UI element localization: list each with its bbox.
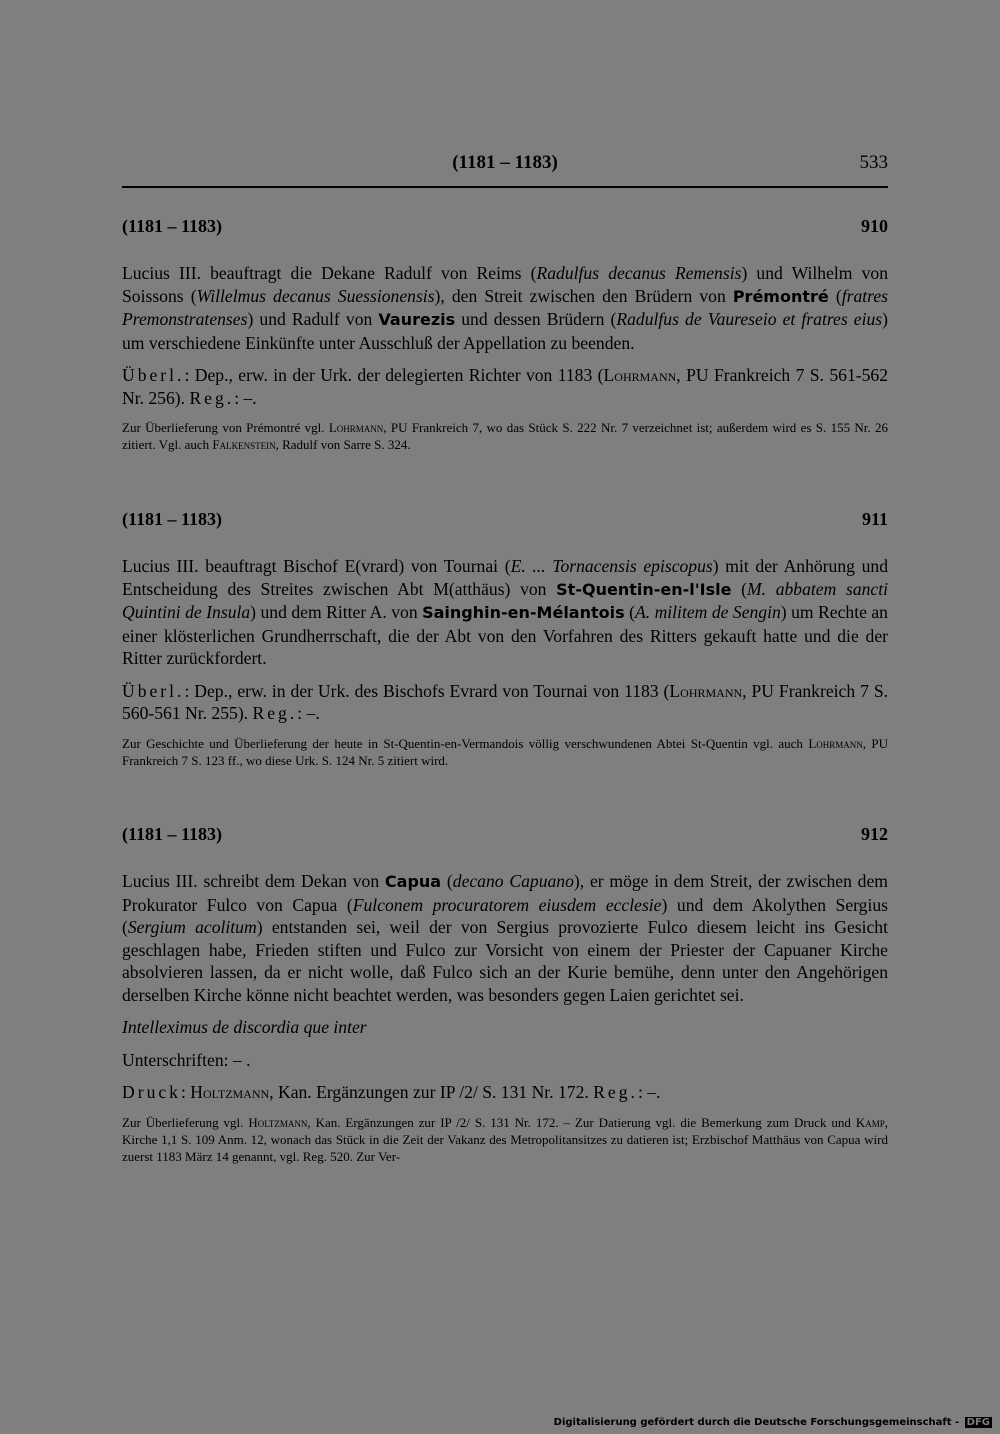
text: ) um Rechte an einer klösterlichen Grundherrschaft, die der Abt von den Vorfahren des Ritters gekauft hatte und die der Ritter zurückfordert.	[122, 602, 888, 668]
place-name: Prémontré	[732, 286, 829, 306]
entry-ueberlieferung	[122, 364, 888, 409]
text: ), den Streit zwischen den Brüdern von	[434, 285, 733, 306]
author-name: Falkenstein	[212, 437, 276, 452]
text: :	[180, 1082, 191, 1102]
entry-summary	[122, 870, 888, 1006]
text: : Dep., erw. in der Urk. der delegierten Richter von 1183 (	[184, 365, 604, 385]
incipit	[122, 1016, 888, 1039]
text: Lucius III. beauftragt die Dekane Radulf von Reims (	[122, 263, 537, 283]
entry-date: (1181 – 1183)	[122, 509, 223, 529]
author-name: Lohrmann	[808, 735, 863, 751]
text: , PU Frankreich 7 S. 123 ff., wo diese Urk. S. 124 Nr. 5 zitiert wird.	[122, 735, 888, 768]
entry-912	[122, 824, 888, 1165]
latin-term: Fulconem procuratorem eiusdem ecclesie	[352, 894, 662, 915]
latin-term: decano Capuano	[452, 871, 574, 891]
entry-number: 910	[861, 216, 888, 236]
running-head	[122, 152, 888, 180]
text: Zur Überlieferung vgl.	[122, 1114, 249, 1130]
text: ) um verschiedene Einkünfte unter Ausschluß der Appellation zu beenden.	[122, 309, 888, 353]
text: (	[731, 578, 747, 599]
author-name: Kamp	[855, 1114, 885, 1130]
entry-date: (1181 – 1183)	[122, 216, 223, 236]
entry-ueberlieferung	[122, 680, 888, 725]
latin-term: A. militem de Sengin	[634, 602, 781, 622]
text: , PU Frankreich 7 S. 560-561 Nr. 255).	[122, 680, 888, 723]
text: (	[441, 871, 453, 891]
text: Lucius III. schreibt dem Dekan von	[122, 871, 385, 891]
text: : –.	[297, 703, 320, 723]
author-name: Lohrmann	[603, 365, 677, 385]
text: , Kan. Ergänzungen zur IP /2/ S. 131 Nr. 172.	[269, 1082, 594, 1102]
spaced-label: Überl.	[122, 680, 185, 701]
text: ), er möge in dem Streit, der zwischen dem Prokurator Fulco von Capua (	[122, 871, 888, 915]
latin-term: Radulfus de Vaureseio et fratres eius	[616, 309, 883, 329]
entry-head	[122, 824, 888, 852]
author-name: Lohrmann	[669, 680, 743, 701]
text: , PU Frankreich 7 S. 561-562 Nr. 256).	[122, 365, 888, 408]
text: Lucius III. beauftragt Bischof E(vrard) von Tournai (	[122, 556, 511, 576]
text: : –.	[234, 387, 257, 408]
entry-number: 912	[861, 824, 888, 844]
place-name: Sainghin-en-Mélantois	[422, 603, 625, 622]
place-name: Capua	[384, 872, 442, 891]
text: , Kan. Ergänzungen zur IP /2/ S. 131 Nr. 172. – Zur Datierung vgl. die Bemerkung zum Druck und	[307, 1114, 856, 1130]
page-number: 533	[859, 152, 888, 173]
spaced-label: Reg.	[593, 1082, 638, 1102]
entry-summary	[122, 262, 888, 354]
spaced-label: Druck	[122, 1082, 181, 1102]
text: ) und Wilhelm von Soissons (	[122, 263, 888, 306]
author-name: Lohrmann	[328, 420, 384, 435]
entry-date: (1181 – 1183)	[122, 824, 223, 844]
subscriptions: Unterschriften: – .	[122, 1049, 251, 1070]
latin-term: M. abbatem sancti Quintini de Insula	[122, 578, 888, 622]
text: : Dep., erw. in der Urk. des Bischofs Evrard von Tournai von 1183 (	[184, 680, 670, 701]
latin-term: Sergium acolitum	[127, 917, 257, 937]
place-name: St-Quentin-en-l'Isle	[556, 579, 732, 599]
text: Zur Geschichte und Überlieferung der heute in St-Quentin-en-Vermandois völlig verschwundenen Abtei St-Quentin vgl. auch	[122, 735, 809, 751]
entry-head	[122, 216, 888, 244]
entry-911	[122, 509, 888, 769]
text: , PU Frankreich 7, wo das Stück S. 222 Nr. 7 verzeichnet ist; außerdem wird es S. 155 Nr. 26 zitiert. Vgl. auch	[122, 420, 888, 452]
spaced-label: Überl.	[122, 365, 185, 385]
text: ) entstanden sei, weil der von Sergius provozierte Fulco diesem leicht ins Gesicht geschlagen habe, Frieden stiften und Fulco zur Vorsicht von einem der Priester der Capuaner Kirche absolvieren lassen, da er nicht wolle, daß Fulco sich an der Kurie bemühe, denn unter den Angehörigen derselben Kirche könne nicht beachtet werden, was besonders gegen Laien gerichtet sei.	[122, 917, 888, 1005]
entry-druck	[122, 1081, 888, 1104]
text: und dessen Brüdern (	[455, 309, 617, 329]
text: (	[624, 602, 635, 622]
latin-term: Radulfus decanus Remensis	[536, 263, 742, 283]
text: : –.	[637, 1082, 661, 1102]
latin-term: Willelmus decanus Suessionensis	[196, 285, 435, 306]
entry-note	[122, 1114, 888, 1165]
text: , Radulf von Sarre S. 324.	[275, 437, 411, 452]
footer-text: Digitalisierung gefördert durch die Deutsche Forschungsgemeinschaft -	[553, 1417, 960, 1428]
text: Zur Überlieferung von Prémontré vgl.	[122, 420, 329, 435]
text: (	[828, 285, 842, 306]
latin-term: fratres Premonstratenses	[122, 285, 888, 329]
entry-note	[122, 735, 888, 769]
latin-term: E. ... Tornacensis episcopus	[510, 556, 713, 576]
header-rule	[122, 186, 888, 188]
spaced-label: Reg.	[189, 387, 235, 408]
spaced-label: Reg.	[252, 703, 298, 723]
text: ) und dem Ritter A. von	[250, 602, 423, 622]
text: , Kirche 1,1 S. 109 Anm. 12, wonach das Stück in die Zeit der Vakanz des Metropolitansitzes zu datieren ist; Erzbischof Matthäus von Capua wird zuerst 1183 März 14 genannt, vgl. Reg. 520. Zur Ver-	[122, 1114, 889, 1164]
entry-910	[122, 216, 888, 453]
entry-number: 911	[861, 509, 888, 529]
text: ) und dem Akolythen Sergius (	[122, 894, 889, 937]
author-name: Holtzmann	[248, 1114, 308, 1130]
incipit-text: Intelleximus de discordia que inter	[122, 1017, 367, 1037]
place-name: Vaurezis	[378, 310, 456, 329]
text: ) mit der Anhörung und Entscheidung des Streites zwischen Abt M(atthäus) von	[122, 556, 888, 599]
text: ) und Radulf von	[247, 309, 379, 329]
entry-head	[122, 509, 888, 537]
running-head-date: (1181 – 1183)	[452, 152, 558, 173]
entry-note	[122, 419, 888, 453]
author-name: Holtzmann	[190, 1082, 270, 1102]
entry-summary	[122, 555, 888, 670]
dfg-logo-icon: DFG	[966, 1417, 990, 1428]
footer-credit	[554, 1417, 992, 1428]
